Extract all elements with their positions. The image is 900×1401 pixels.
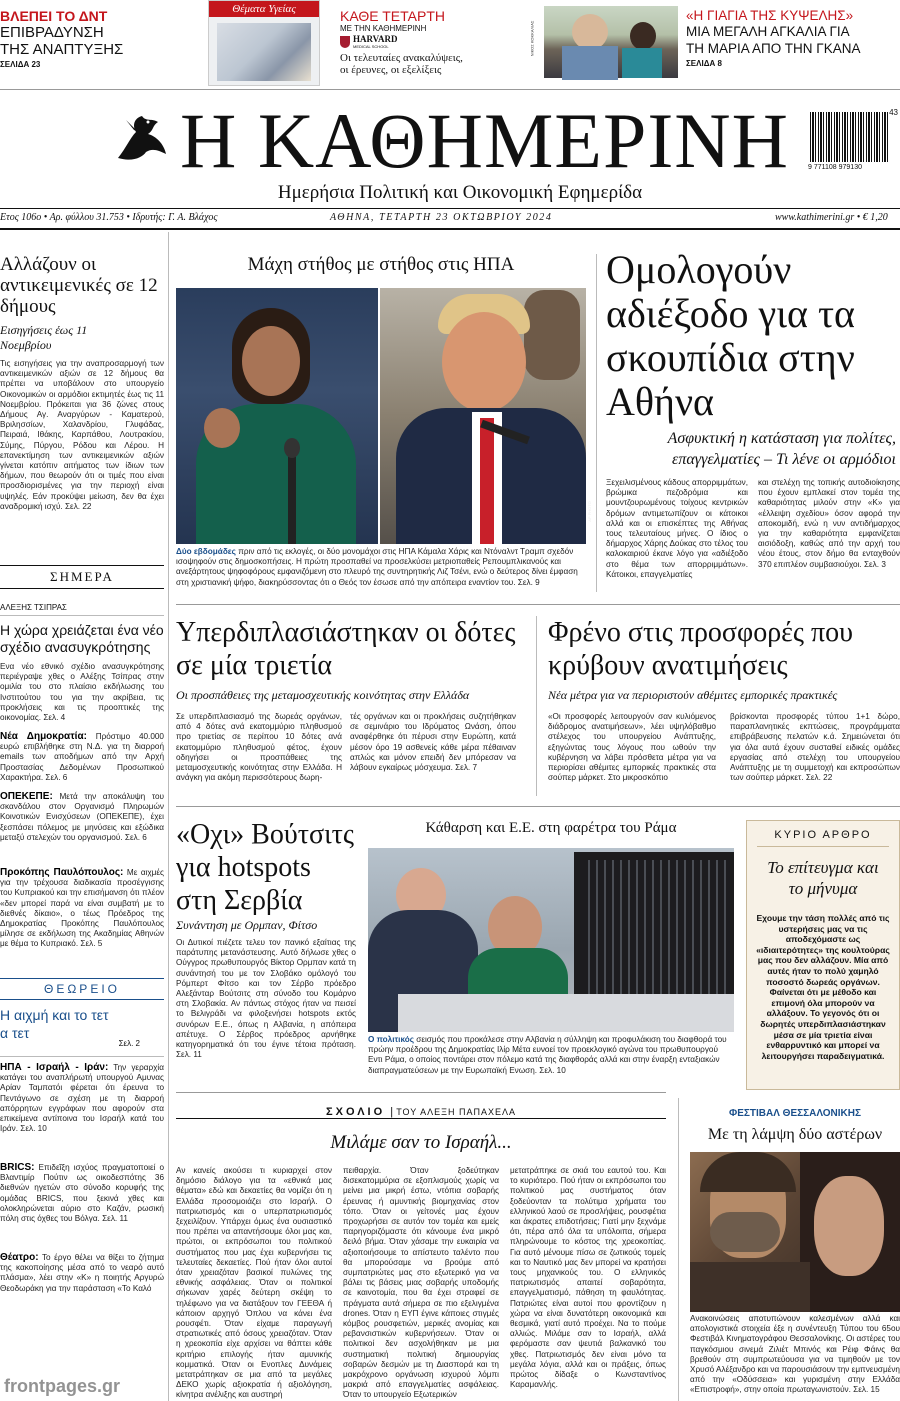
photo-harris[interactable]: [176, 288, 378, 544]
comment-label: ΣΧΟΛΙΟ: [326, 1106, 386, 1118]
editorial-title: Το επίτευγμα και το μήνυμα: [767, 858, 879, 898]
comment-header-rule: [176, 1118, 666, 1119]
section-rule-1: [176, 604, 900, 605]
lead-garbage-col2: και στελέχη της τοπικής αυτοδιοίκησης που έχουν εμπλακεί στον τομέα της καθαριότητας μιλούν στην «Κ» για «έλλειψη σχεδίου» όσον αφορά την αποκομιδή, ενώ η νυν αντιδήμαρχος για την καθαριότητα εμφανίζεται αισιόδοξη, καθώς από την αρχή του νέου έτους, στον δήμο θα ενταχθούν 370 επιπλέον συμβασιούχοι. Σελ. 3: [758, 478, 900, 569]
story-objective-values-title[interactable]: Αλλάζουν οι αντικειμενικές σε 12 δήμους: [0, 254, 158, 317]
brief-nd-title: Νέα Δημοκρατία:: [0, 731, 87, 742]
teaser-imf-line2: ΤΗΣ ΑΝΑΠΤΥΞΗΣ: [0, 41, 124, 58]
theory-box: [0, 978, 164, 1000]
masthead-title: Η ΚΑΘΗΜΕΡΙΝΗ: [180, 97, 789, 184]
us-photo-label: Μάχη στήθος με στήθος στις ΗΠΑ: [247, 254, 515, 275]
brief-brics-body: Επιδεῖξη ισχύος πραγματοποιεί ο Βλαντιμίρ Πούτιν ως οικοδεσπότης 36 διεθνών ηγετών στο σύνοδο κορυφής της ομάδας BRICS, που ξεκινά χθες και ολοκληρώνεται αύριο στο Καζάν, ρωσική πόλη στις όχθες του Βόλγα. Σελ. 11: [0, 1163, 164, 1224]
info-left: Ετος 106ο • Αρ. φύλλου 31.753 • Ιδρυτής: Γ. Α. Βλάχος: [0, 212, 218, 223]
info-right: www.kathimerini.gr • € 1,20: [775, 212, 888, 223]
masthead-subtitle: Ημερήσια Πολιτική και Οικονομική Εφημερίδα: [277, 182, 643, 203]
masthead-barcode: [808, 108, 900, 178]
center-right-divider-top: [596, 254, 597, 592]
brief-theatre-body: Το έργο θέλει να θίξει το ζήτημα της κακοποίησης μέσα από το νεαρό αυτό πλάσμα», λέει στην «Κ» η ποιητής Αργυρώ Θεοδωράκη για την παράσταση «Το Καλό: [0, 1253, 164, 1293]
lead-garbage-col1: Ξεχειλισμένους κάδους απορριμμάτων, βρώμικα πεζοδρόμια και μουντζουρωμένους τοίχους κεντρικών δρόμων αντιμετωπίζουν οι κάτοικοι αλλά και οι επισκέπτες της Αθήνας τους τελευταίους μήνες. Ο ίδιος ο δήμαρχος Χάρης Δούκας στο τέλος του καλοκαιριού έκανε λόγο για «αδιέξοδο στο θέμα των απορριμμάτων». Κάτοικοι, επαγγελματίες: [606, 478, 748, 579]
brief-brics-title: BRICS:: [0, 1162, 35, 1173]
brief-pavlopoulos-body: Με αιχμές για την τρέχουσα διαδικασία προσέγγισης του Κυπριακού και την επισήμανση ότι πλέον «δεν μπορεί παρά να είναι συμβατή με το διεθνές δίκαιο», ο τέως Πρόεδρος της Δημοκρατίας Προκόπης Παυλόπουλος μίλησε σε εκδήλωση της Ακαδημίας Αθηνών με θέμα το Κυπριακό. Σελ. 5: [0, 868, 164, 949]
brief-brics[interactable]: [0, 1163, 164, 1247]
story-objective-values-sub: Εισηγήσεις έως 11 Νοεμβρίου: [0, 323, 88, 352]
brief-pavlopoulos[interactable]: [0, 868, 164, 972]
story-donors-sub: Οι προσπάθειες της μεταμοσχευτικής κοινότητας στην Ελλάδα: [176, 688, 470, 702]
teaser-grandmother-photo[interactable]: [529, 6, 678, 78]
section-rule-2: [176, 806, 900, 807]
lead-garbage-sub: Ασφυκτική η κατάσταση για πολίτες, επαγγελματίες – Τι λένε οι αρμόδιοι: [667, 430, 896, 468]
lead-garbage-title[interactable]: Ομολογούν αδιέξοδο για τα σκουπίδια στην Αθήνα: [606, 247, 855, 424]
masthead-rule-top: [0, 208, 900, 209]
today-label: ΣΗΜΕΡΑ: [50, 569, 114, 584]
brief-pavlopoulos-title: Προκόπης Παυλόπουλος:: [0, 867, 124, 878]
top-strip-rule: [0, 89, 900, 90]
masthead-rule-bottom: [0, 228, 900, 230]
teaser-harvard[interactable]: [340, 8, 530, 84]
photo-meta-arrest[interactable]: [368, 848, 734, 1032]
us-photo-caption: [176, 547, 586, 591]
photo-trump[interactable]: [380, 288, 593, 544]
editorial-label: ΚΥΡΙΟ ΑΡΘΡΟ: [757, 829, 889, 847]
teaser-grandmother-page: ΣΕΛΙΔΑ 8: [686, 59, 722, 68]
story-donors-col1: Σε υπερδιπλασιασμό της δωρεάς οργάνων, από 4 δότες ανά εκατομμύριο πληθυσμού προ τριετίας σε περίπου 10 δότες ανά εκατομμύριο πληθυσμού φέτος, έχουν οδηγήσει οι προσπάθειες της μεταμοσχευτικής κοινότητας στην Ελλάδα. Η ανάγκη για ακόμη περισσότερους δωρη-: [176, 712, 342, 783]
brief-usa-israel-iran[interactable]: [0, 1063, 164, 1157]
us-photo-caption-lead: Δύο εβδομάδες: [176, 547, 236, 556]
festival-body: [690, 1314, 900, 1401]
story-tsipras-title[interactable]: Η χώρα χρειάζεται ένα νέο σχέδιο ανασυγκρότησης: [0, 622, 164, 655]
divider: [0, 1056, 164, 1057]
divider: [0, 615, 164, 616]
brief-usa-israel-iran-title: ΗΠΑ - Ισραήλ - Ιράν:: [0, 1062, 109, 1073]
brief-theatre-title: Θέατρο:: [0, 1252, 39, 1263]
teaser-harvard-kicker: ΚΑΘΕ ΤΕΤΑΡΤΗ: [340, 8, 445, 24]
editorial-box[interactable]: [746, 820, 900, 1090]
teaser-harvard-line1: Οι τελευταίες ανακαλύψεις,: [340, 52, 463, 64]
story-offers-col2: βρίσκονται προσφορές τύπου 1+1 δώρο, παραπλανητικές εκπτώσεις, προγράμματα επιβράβευσης πελατών κ.ά. Σημειώνεται ότι για όλα αυτά έχουν συσταθεί ειδικές ομάδες εργασίας από στελέχη του υπουργείου Ανάπτυξης με τη συμμετοχή και εκπροσώπων των σούπερ μάρκετ. Σελ. 22: [730, 712, 900, 783]
teaser-harvard-sub: ΜΕ ΤΗΝ ΚΑΘΗΜΕΡΙΝΗ: [340, 24, 427, 33]
comment-col3: μετατράπηκε σε σκιά του εαυτού του. Και το κυριότερο. Πού ήταν οι εκπρόσωποι του πολιτικού μας συστήματος όταν ξοδεύονταν τα πολύτιμα χρήματα του ελληνικού λαού σε προσλήψεις, ρουσφέτια και άκρατες επιδοτήσεις; Γιατί μην ξεχνάμε ότι, πέρα από όλα τα υπόλοιπα, σήμερα πληρώνουμε το κόστος της χρεοκοπίας. Για αυτό μένουμε πίσω σε ζωτικούς τομείς και το Ναυτικό μας δεν μπορεί να κρατήσει τους μηχανικούς του. Ο ελληνικός πατριωτισμός απαιτεί σοβαρότητα, επαγγελματισμό, πάθηση τη φαυλότητας. Πατριώτες είναι αυτοί που φροντίζουν η χώρα να είναι δυνατότερη οικονομικά και θεσμικά, γιατί αυτό προέχει. Να το πούμε αλλιώς. Μιλάμε σαν το Ισραήλ, αλλά φερόμαστε σαν ψευτιά βαλκανικό του χθες. Πατριωτισμός δεν είναι μόνο τα μεγάλα λόγια, αλλά και οι πράξεις, όπως πρώτος δίδαξε ο Κωνσταντίνος Καραμανλής.: [510, 1166, 666, 1390]
masthead-griffin-logo: [112, 108, 172, 168]
today-box: [0, 565, 164, 589]
story-offers-title[interactable]: Φρένο στις προσφορές που κρύβουν ανατιμήσεις: [548, 617, 854, 681]
brief-nd-body: Πρόστιμο 40.000 ευρώ επιβλήθηκε στη Ν.Δ. για τη διαρροή emails των αποδήμων από την Αρχή Προστασίας Δεδομένων Προσωπικού Χαρακτήρα. Σελ. 6: [0, 732, 164, 782]
story-offers-col1: «Οι προσφορές λειτουργούν σαν κυλιόμενος διάδρομος ανατιμήσεων», λέει υψηλόβαθμο στέλεχος του υπουργείου Ανάπτυξης, εξηγώντας τους λόγους που ωθούν την κυβέρνηση να λάβει πρόσθετα μέτρα για να περιορίσει αθέμιτες εμπορικές πρακτικές στα σούπερ μάρκετ. Στο μικροσκόπιο: [548, 712, 716, 783]
story-tsipras-body: Ενα νέο εθνικό σχέδιο ανασυγκρότησης περιέγραψε χθες ο Αλέξης Τσίπρας στην ομιλία του στο πλαίσιο εκδήλωσης του Ινστιτούτου του για την ακρίβεια, τις προκλήσεις και τις προοπτικές της οικονομίας. Σελ. 4: [0, 662, 164, 723]
rama-photo-caption: [368, 1035, 734, 1079]
harvard-brand: HARVARD: [353, 34, 398, 44]
rama-photo-caption-lead: Ο πολιτικός: [368, 1035, 414, 1044]
barcode-issue-number: 43: [889, 108, 898, 117]
comment-header: ΣΧΟΛΙΟ | ΤΟΥ ΑΛΕΞΗ ΠΑΠΑΧΕΛΑ: [326, 1106, 516, 1118]
info-date: ΑΘΗΝΑ, ΤΕΤΑΡΤΗ 23 ΟΚΤΩΒΡΙΟΥ 2024: [330, 212, 553, 223]
theory-title: Η αιχμή και το τετ α τετ: [0, 1007, 109, 1041]
frontpages-watermark: frontpages.gr: [4, 1376, 121, 1396]
comment-col1: Αν κανείς ακούσει τι κυριαρχεί στον δημόσιο διάλογο για τα «εθνικά μας θέματα» εδώ και δεκαετίες θα νομίζει ότι η Ελλάδα προσομοιάζει στο Ισραήλ. Ο πατριωτισμός και ο υπερπατριωτισμός ξεχειλίζουν. Υπάρχει όμως ένα ουσιαστικό που πρέπει να απαντήσουμε όλοι μας και, πρώτοι, οι εκπρόσωποι του πολιτικού συστήματος που μας έχει κυβερνήσει τις τελευταίες δεκαετίες. Πού ήταν όλοι αυτοί όταν χρειαζόταν βασικοί πυλώνες της εθνικής ασφάλειας. Όταν οι πολιτικοί σήκωναν χαρές δεύτερη σκέψη το τηλέφωνο για να διατάξουν τον ΓΕΕΘΑ ή κάποιον αρχηγό Όπλου να κάνει ένα ρουσφέτι. Όταν είχαμε παραγωγή στρατιωτικές από όσους χρειαζόταν. Όταν η χρεοκοπία είχε αρχίσει να θάπτει κάθε κριτήριο επιλογής ήταν αμυνικής κομματικά. Όταν οι Ενοπλες Δυνάμεις μετατράπηκαν σε μια από τα μεγάλες ΔΕΚΟ χωρίς αξιοκρατία ή αξιολόγηση, κίνητρα ανέλιξης και αυστηρή: [176, 1166, 332, 1400]
harvard-brand-sub: MEDICAL SCHOOL: [353, 44, 389, 49]
teaser-imf[interactable]: [0, 8, 200, 84]
section-rule-3: [176, 1092, 666, 1093]
teaser-imf-line1: ΕΠΙΒΡΑΔΥΝΣΗ: [0, 24, 104, 41]
brief-usa-israel-iran-body: Την γεραρχία κατάγει του αναπλήρωτή υπουργού Αμυνας Αρίαν Ταμπατόι φέρεται ότι έρευνα το Πεντάγωνο σε σχέση με τη διαρροή απόρρητων εγγράφων που αφορούν στα επικείμενα αντίποινα του Ισραήλ κατά του Ιράν. Σελ. 10: [0, 1063, 164, 1134]
teaser-grandmother[interactable]: [686, 8, 900, 84]
rama-photo-caption-text: σεισμός που προκάλεσε στην Αλβανία η σύλληψη και προφυλάκιση του διαφθορά του πρώην προέδρου της Δημοκρατίας Ιλίρ Μέτα ευνοεί τον προεκλογικό αγώνα του πρωθυπουργού Εντι Ράμα, ο οποίος ποντάρει στον πόλεμο κατά της διαφθοράς αλλά και στην έναρξη ενταξιακών διαπραγματεύσεων με την Ευρωπαϊκή Ενωση. Σελ. 10: [368, 1035, 727, 1075]
teaser-grandmother-line2: ΤΗ ΜΑΡΙΑ ΑΠΟ ΤΗΝ ΓΚΑΝΑ: [686, 41, 861, 56]
teaser-grandmother-kicker: «Η ΓΙΑΓΙΑ ΤΗΣ ΚΥΨΕΛΗΣ»: [686, 8, 854, 23]
left-column: [0, 232, 164, 1401]
teaser-imf-page: ΣΕΛΙΔΑ 23: [0, 60, 41, 69]
tsipras-byline: ΑΛΕΞΗΣ ΤΣΙΠΡΑΣ: [0, 603, 67, 612]
story-serbia-title[interactable]: «Οχι» Βούτσιτς για hotspots στη Σερβία: [176, 819, 354, 916]
festival-title[interactable]: Με τη λάμψη δύο αστέρων: [707, 1126, 883, 1143]
story-objective-values-body: Τις εισηγήσεις για την αναπροσαρμογή των αντικειμενικών αξιών σε 12 δήμους θα πρέπει να υποβάλουν στο υπουργείο Οικονομικών οι αρμόδιοι εκτιμητές έως τις 11 Νοεμβρίου. Πρόκειται για 36 ζώνες στους Δήμους Αγ. Αναργύρων - Καματερού, Βριλησσίων, Χαλανδρίου, Γλυφάδας, Πειραιά, Ιθάκης, Καρπάθου, Λουτρακίου, Σύμης, Πύργου, Ρόδου και Λέρου. Η επανεκτίμηση των αντικειμενικών αξιών γίνεται κατόπιν αιτήματος των ίδιων των δήμων, που θεωρούν ότι οι τιμές που είναι προσδιορισμένες για την περιοχή είναι υψηλές. Εάν προκύψει μείωση, δεν θα έχει αναδρομική ισχύ. Σελ. 22: [0, 359, 164, 511]
rama-photo-label: Κάθαρση και Ε.Ε. στη φαρέτρα του Ράμα: [425, 820, 677, 836]
festival-body-text: Ανακοινώσεις αποτυπώνουν καλεσμένων αλλά και απολογιστικά στοιχεία έξε η συνέντευξη Τύπου του 65ου Φεστιβάλ Κινηματογράφου Θεσσαλονίκης. Οι αστέρες του παγκόσμιου σινεμά Ζιλιέτ Μπινός και Ρέιφ Φάινς θα βρεθούν στη συμπρωτεύουσα για να τιμηθούν με τον Χρυσό Αλέξανδρο και να παρουσιάσουν την εμπνευσμένη από την «Οδύσσεια» και γυρισμένη στην Ελλάδα «Επιστροφή», στην οποία πρωταγωνιστούν. Σελ. 15: [690, 1314, 900, 1395]
teaser-harvard-line2: οι έρευνες, οι εξελίξεις: [340, 64, 442, 76]
brief-opekepe-body: Μετά την αποκάλυψη του σκανδάλου στον Οργανισμό Πληρωμών Κοινοτικών Ενισχύσεων (ΟΠΕΚΕΠΕ), έχει ξεσπάσει πόλεμος με μηνύσεις και εξώδικα μεταξύ στελεχών του οργανισμού. Σελ. 6: [0, 792, 164, 842]
story-serbia-sub: Συνάντηση με Ορμπαν, Φίτσο: [176, 918, 318, 932]
story-donors-col2: τές οργάνων και οι προκλήσεις συζητήθηκαν σε σεμινάριο του Ιδρύματος Ωνάση, όπου αναφέρθηκε ότι πέρυσι στην Ευρώπη, κατά μέσον όρο 19 ασθενείς κάθε μέρα πέθαιναν απλώς και μόνον επειδή δεν μπόρεσαν να λάβουν εγκαίρως μόσχευμα. Σελ. 7: [350, 712, 516, 773]
theory-label: ΘΕΩΡΕΙΟ: [44, 982, 120, 996]
comment-col2: πειθαρχία. Όταν ξοδεύτηκαν δισεκατομμύρια σε εξοπλισμούς χωρίς να μείνει μια μικρή έστω, ντόπια σοβαρής έρευνας ή αμυντικής βιομηχανίας στον τόπο. Όταν οι γείτονές μας έχουν προχωρήσει σε αυτόν τον τομέα και εμείς παρηγοριζόμαστε ότι κάνουμε ένα μικρό δειλό βήμα. Όταν χάσαμε την ευκαιρία να αξιοποιήσουμε το απίστευτο ταλέντο που θα μπορούσαμε να βρούμε από συμπατριώτες μας στο εξωτερικό για να βάλει τις βάσεις μιας σοβαρής υποδομής σε καινοτομία, που θα έχει στραφεί σε πράγματα αυτά σήμερα σε πιο εξελιγμένα drones. Όταν η ΕΥΠ έγινε κάποιες στιγμές κόμβος ρουσφετιών, μερικές ανομίας και ρεβανσιστικών κυβερνήσεων. Όταν οι πολιτικοί δεν ασχολήθηκαν με μια συστηματική πολιτική δημιουργίας σοβαρών δεσμών με τη Διασπορά και τη μακρόχρονο οργάνωση ισχυρού λόμπι μακριά από επαγγελματίες ασφάλειας. Όταν το υπουργείο Εξωτερικών: [343, 1166, 499, 1400]
health-magazine-cover-image: [217, 23, 311, 81]
brief-theatre[interactable]: [0, 1253, 164, 1305]
barcode-number: 9 771108 979130: [808, 164, 862, 171]
us-photo-credit: AP PHOTO: [587, 501, 593, 522]
theory-page: Σελ. 2: [118, 1039, 140, 1048]
story-donors-title[interactable]: Υπερδιπλασιάστηκαν οι δότες σε μία τριετία: [176, 617, 516, 681]
harvard-shield-icon: [340, 36, 350, 48]
comment-title[interactable]: Μιλάμε σαν το Ισραήλ...: [330, 1132, 512, 1153]
brief-nd[interactable]: [0, 732, 164, 784]
festival-label: ΦΕΣΤΙΒΑΛ ΘΕΣΣΑΛΟΝΙΚΗΣ: [729, 1108, 861, 1119]
comment-festival-divider: [678, 1098, 679, 1401]
editorial-body: Εχουμε την τάση πολλές από τις υστερήσεις μας να τις αποδεχόμαστε ως «ιδιαιτερότητες» της κουλτούρας μας που δεν αλλάζουν. Μία από αυτές ήταν το πολύ χαμηλό ποσοστό δωρεάς οργάνων. Φαίνεται ότι με μέθοδο και επιμονή όλα μπορούν να αλλάξουν. Το γεγονός ότι οι δωρητές υπερδιπλασιάστηκαν μέσα σε μία τριετία είναι ενθαρρυντικό και μπορεί να λειτουργήσει παραδειγματικά.: [756, 913, 890, 1061]
teaser-imf-kicker: ΒΛΕΠΕΙ ΤΟ ΔΝΤ: [0, 8, 108, 24]
teaser-grandmother-credit: ΝΙΚΟΣ ΚΟΚΚΑΛΙΑΣ: [529, 20, 535, 57]
us-photo-caption-text: πριν από τις εκλογές, οι δύο μονομάχοι στις ΗΠΑ Κάμαλα Χάρις και Ντόναλντ Τραμπ σχεδόν ισοψηφούν στις δημοσκοπήσεις. Η πρώτη προσπαθεί να προσελκύσει μετριοπαθείς Ρεπουμπλικανούς και ανεξάρτητους ψηφοφόρους εμφανιζόμενη στο πλευρό της συντηρητικής Λιζ Τσένι, ενώ ο δεύτερος δίνει έμφαση στη χριστιανική ψήφο, διακηρύσσοντας ότι ο Θεός τον έσωσε από την απόπειρα εναντίον του. Σελ. 9: [176, 547, 578, 587]
theory-story[interactable]: [0, 1006, 164, 1052]
brief-opekepe-title: ΟΠΕΚΕΠΕ:: [0, 791, 53, 802]
left-column-divider: [168, 232, 169, 1401]
photo-festival-stars[interactable]: [690, 1152, 900, 1312]
teaser-health-magazine[interactable]: [208, 0, 320, 86]
comment-byline: ΤΟΥ ΑΛΕΞΗ ΠΑΠΑΧΕΛΑ: [396, 1107, 516, 1117]
story-offers-sub: Νέα μέτρα για να περιοριστούν αθέμιτες εμπορικές πρακτικές: [548, 688, 838, 702]
story-serbia-body: Οι Δυτικοί πιέζετε τελευ τον πανικό εξαίτιας της παράτυπης μετανάστευσης. Αυτό δήλωσε χθες ο Ούγγρος πρωθυπουργός Βίκτορ Ορμπαν κατά τη συνάντησή του με τον Σλοβάκο ομόλογό του Ρόμπερτ Φίτσο και τον Σέρβο πρόεδρο Αλεξάνταρ Βούτσιτς στη σύνοδο του Κομάρνο στη Σλοβακία. Αν πάντως στόχος ήταν να πεισεί το Βελιγράδι να φιλοξενήσει hotspots εκτός συνόρων Ε.Ε., όπως η Αλβανία, η απόπειρα απέτυχε. Ο Σέρβος πρόεδρος αρνήθηκε κατηγορηματικά ότι του έγινε τέτοια πρόταση. Σελ. 11: [176, 938, 356, 1060]
brief-opekepe[interactable]: [0, 792, 164, 864]
health-magazine-title: Θέματα Υγείας: [209, 1, 319, 17]
mid-row-divider: [536, 616, 537, 796]
teaser-grandmother-line1: ΜΙΑ ΜΕΓΑΛΗ ΑΓΚΑΛΙΑ ΓΙΑ: [686, 24, 850, 39]
